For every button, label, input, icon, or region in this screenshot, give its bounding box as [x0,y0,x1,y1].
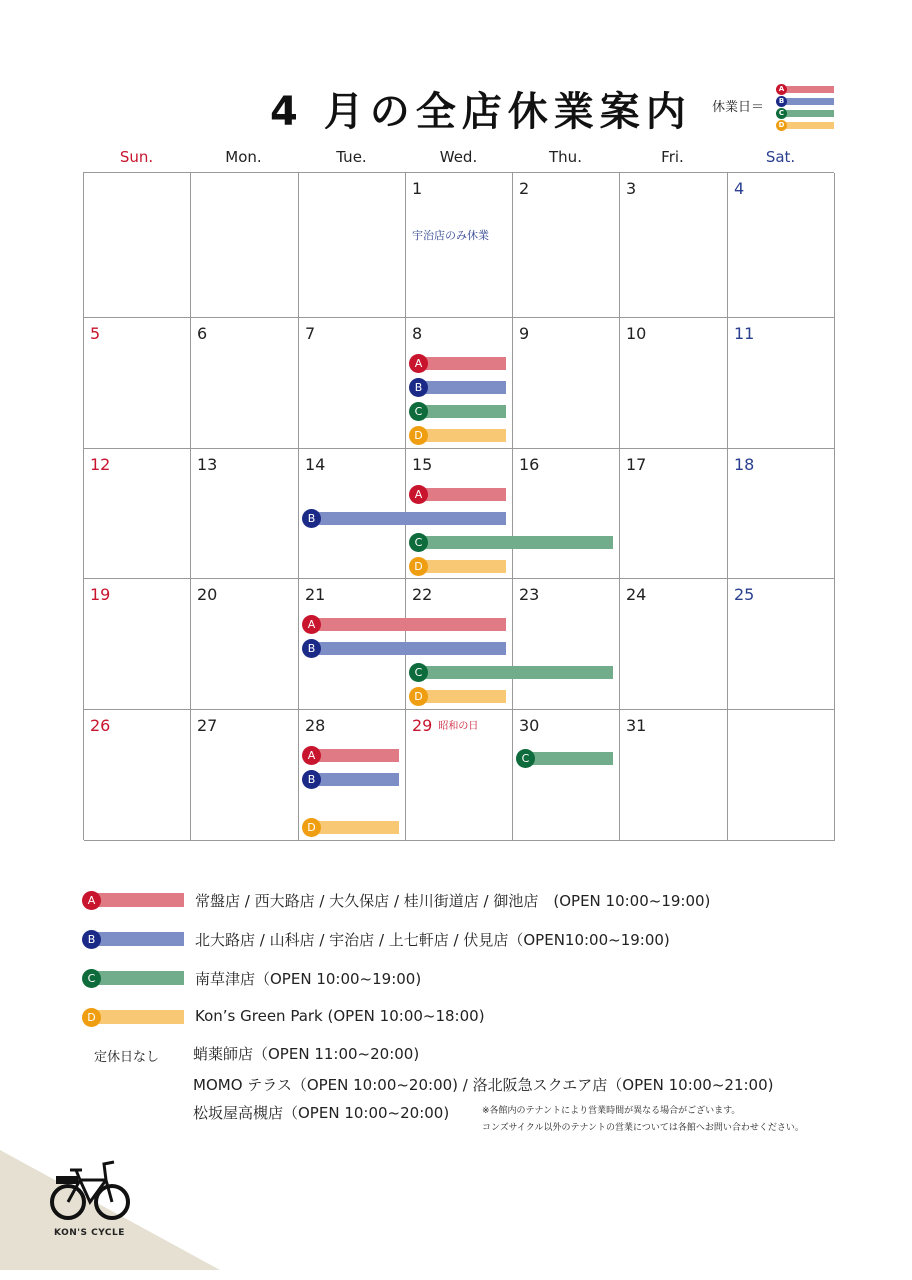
calendar-cell [728,318,835,449]
day-number-value: 26 [90,716,111,735]
day-number [626,716,646,735]
calendar-cell [299,173,406,318]
weekday-2: Tue. [336,148,367,166]
store-d-marker: D [409,687,428,706]
day-number-value: 16 [519,455,540,474]
closure-bar-D [417,560,506,573]
calendar-cell [84,449,191,579]
day-number [90,455,110,474]
key-dot-A: A [776,84,787,95]
weekday-1: Mon. [225,148,262,166]
day-number [626,324,646,343]
key-dot-B: B [776,96,787,107]
closure-bar-B [310,773,399,786]
calendar-cell [513,710,620,841]
legend-letter: C [87,972,96,985]
store-b-marker: B [302,770,321,789]
day-number [412,179,422,198]
day-number-value: 28 [305,716,326,735]
calendar-cell [513,579,620,710]
store-c-marker: C [516,749,535,768]
calendar-cell [728,710,835,841]
day-number-value: 6 [197,324,208,343]
legend-bar-A [94,893,184,907]
no-holiday-store-1: 蛸薬師店（OPEN 11:00~20:00) [193,1045,420,1063]
day-number [412,585,432,604]
key-bar-C [780,110,834,117]
calendar-cell [406,710,513,841]
legend-text-B: 北大路店 / 山科店 / 宇治店 / 上七軒店 / 伏見店（OPEN10:00~19:00) [195,931,670,949]
day-number [519,716,539,735]
weekday-0: Sun. [119,148,154,166]
calendar-cell [299,318,406,449]
store-b-marker: B [409,378,428,397]
legend-text-A: 常盤店 / 西大路店 / 大久保店 / 桂川街道店 / 御池店 (OPEN 10:00~19:00) [195,892,711,910]
closure-bar-C [524,752,613,765]
store-c-marker: C [409,533,428,552]
weekday-4: Thu. [549,148,582,166]
day-number-value: 29 [412,716,433,735]
legend-bar-B [94,932,184,946]
calendar-cell [620,318,728,449]
calendar-cell [728,579,835,710]
closure-bar-A [417,357,506,370]
day-number [626,179,636,198]
closure-bar-D [417,690,506,703]
day-number [197,585,217,604]
day-number-value: 12 [90,455,111,474]
calendar-cell [620,173,728,318]
closure-bar-A [417,488,506,501]
calendar-cell [620,449,728,579]
day-number [90,324,100,343]
calendar-cell [513,173,620,318]
no-holiday-store-3: 松坂屋高槻店（OPEN 10:00~20:00) [193,1104,450,1122]
calendar-cell [728,449,835,579]
legend-text-D: Kon’s Green Park (OPEN 10:00~18:00) [195,1007,485,1025]
legend-bar-C [94,971,184,985]
day-number-value: 20 [197,585,218,604]
closure-bar-A [310,618,506,631]
legend-letter: D [87,1011,96,1024]
footnote-1: ※各館内のテナントにより営業時間が異なる場合がございます。 [482,1106,741,1116]
day-number [412,455,432,474]
day-number [197,455,217,474]
calendar-cell [191,318,299,449]
calendar-cell [406,173,513,318]
closure-bar-B [310,512,506,525]
day-number-value: 23 [519,585,540,604]
day-number-value: 21 [305,585,326,604]
day-number-value: 22 [412,585,433,604]
calendar-cell [513,449,620,579]
day-number-value: 5 [90,324,101,343]
calendar-cell [84,710,191,841]
day-number [197,716,217,735]
day-number-value: 30 [519,716,540,735]
key-bar-A [780,86,834,93]
legend-letter: B [87,933,96,946]
day-number-value: 18 [734,455,755,474]
day-number-value: 17 [626,455,647,474]
weekday-5: Fri. [661,148,684,166]
calendar-cell [620,710,728,841]
day-number [734,585,754,604]
no-holiday-store-2: MOMO テラス（OPEN 10:00~20:00) / 洛北阪急スクエア店（OPEN 10:00~21:00) [193,1076,774,1094]
closure-bar-C [417,405,506,418]
day-number-value: 1 [412,179,423,198]
day-number [734,179,744,198]
key-dot-C: C [776,108,787,119]
day-number-value: 10 [626,324,647,343]
day-number [305,324,315,343]
closure-bar-D [417,429,506,442]
day-number-value: 8 [412,324,423,343]
day-number-value: 13 [197,455,218,474]
calendar-cell [84,173,191,318]
calendar-cell [84,579,191,710]
day-number [305,716,325,735]
day-number [734,455,754,474]
store-d-marker: D [409,557,428,576]
calendar-cell [620,579,728,710]
store-b-marker: B [302,509,321,528]
day-number-value: 2 [519,179,530,198]
store-a-marker: A [302,615,321,634]
day-number-value: 27 [197,716,218,735]
uji-only-note: 宇治店のみ休業 [412,229,489,242]
no-holiday-label: 定休日なし [94,1050,160,1065]
day-number [90,585,110,604]
calendar-cell [191,173,299,318]
day-number [626,455,646,474]
bicycle-icon [50,1150,132,1230]
calendar-grid [83,172,834,840]
day-number [305,585,325,604]
day-number-value: 25 [734,585,755,604]
legend-marker-C [82,969,101,988]
store-d-marker: D [302,818,321,837]
legend-bar-D [94,1010,184,1024]
key-bar-D [780,122,834,129]
store-d-marker: D [409,426,428,445]
calendar-cell [84,318,191,449]
day-number-value: 11 [734,324,755,343]
day-number-value: 31 [626,716,647,735]
holiday-label: 昭和の日 [438,721,479,732]
day-number-value: 24 [626,585,647,604]
legend-marker-A [82,891,101,910]
calendar-cell [191,710,299,841]
store-a-marker: A [302,746,321,765]
weekday-3: Wed. [439,148,478,166]
closure-bar-A [310,749,399,762]
day-number [412,324,422,343]
closure-bar-C [417,536,613,549]
day-number [90,716,110,735]
day-number-value: 15 [412,455,433,474]
weekday-6: Sat. [765,148,796,166]
day-number [519,179,529,198]
page-title: 4 月の全店休業案内 [270,89,692,135]
day-number [412,716,478,735]
footnote-2: コンズサイクル以外のテナントの営業については各館へお問い合わせください。 [482,1123,804,1133]
day-number-value: 14 [305,455,326,474]
key-label: 休業日＝ [712,100,765,115]
closure-bar-C [417,666,613,679]
legend-text-C: 南草津店（OPEN 10:00~19:00) [195,970,422,988]
day-number [519,324,529,343]
calendar-cell [728,173,835,318]
legend-letter: A [87,894,96,907]
closure-bar-D [310,821,399,834]
day-number [519,455,539,474]
store-b-marker: B [302,639,321,658]
day-number [626,585,646,604]
legend-marker-D [82,1008,101,1027]
calendar-cell [513,318,620,449]
store-a-marker: A [409,485,428,504]
calendar-cell [191,449,299,579]
day-number-value: 4 [734,179,745,198]
key-bar-B [780,98,834,105]
closure-bar-B [417,381,506,394]
day-number [519,585,539,604]
day-number [197,324,207,343]
day-number-value: 9 [519,324,530,343]
legend-marker-B [82,930,101,949]
store-c-marker: C [409,663,428,682]
logo-text: KON'S CYCLE [54,1228,125,1238]
day-number [734,324,754,343]
closure-bar-B [310,642,506,655]
store-a-marker: A [409,354,428,373]
day-number-value: 19 [90,585,111,604]
calendar-cell [191,579,299,710]
store-c-marker: C [409,402,428,421]
day-number [305,455,325,474]
key-dot-D: D [776,120,787,131]
day-number-value: 7 [305,324,316,343]
day-number-value: 3 [626,179,637,198]
